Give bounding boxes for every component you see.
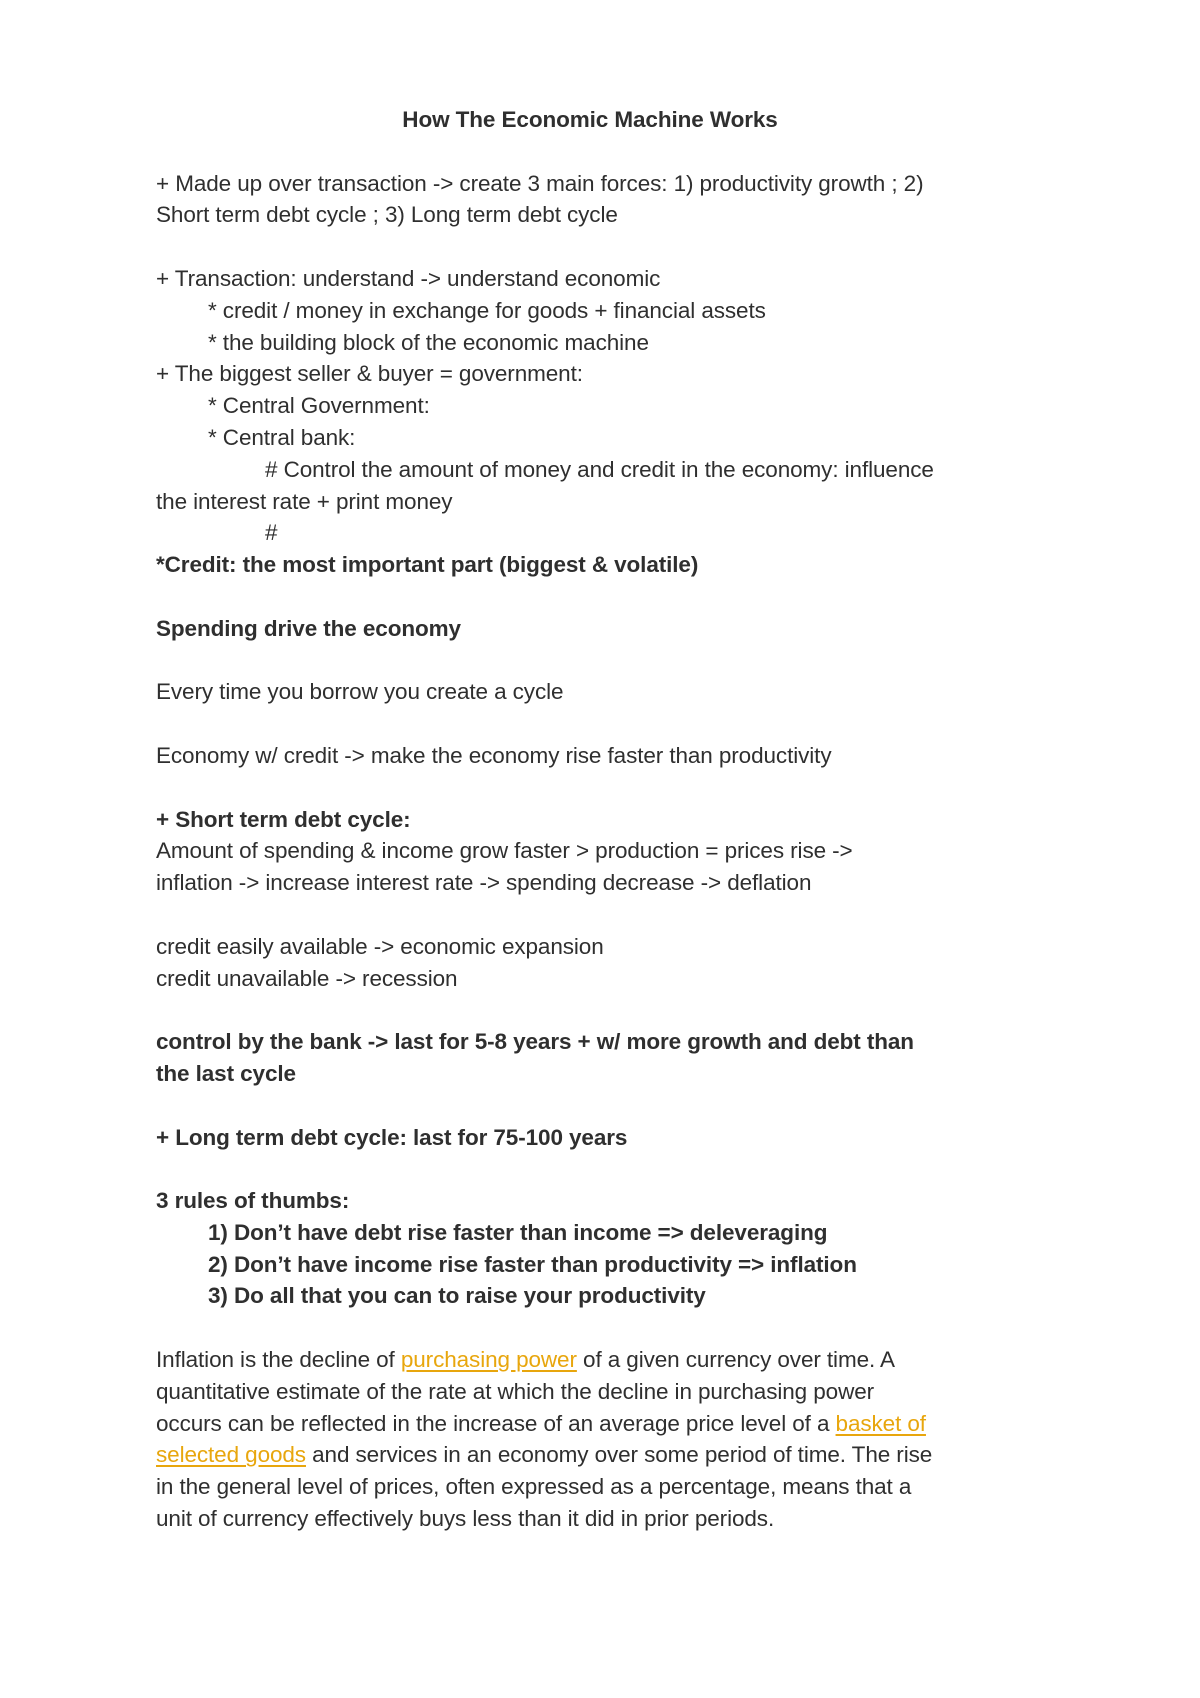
government-heading: + The biggest seller & buyer = government:: [156, 361, 583, 387]
central-government-bullet: * Central Government:: [208, 393, 430, 419]
credit-available-note: credit easily available -> economic expansion: [156, 933, 604, 959]
inflation-text: of a given currency over time. A: [576, 1347, 895, 1373]
inflation-text: occurs can be reflected in the increase of an average price level of a: [156, 1410, 836, 1436]
spacer: [156, 1153, 1056, 1185]
transaction-bullet-1: * credit / money in exchange for goods + financial assets: [208, 297, 766, 323]
inflation-line-1: [156, 1344, 1056, 1376]
short-cycle-heading: + Short term debt cycle:: [156, 806, 411, 832]
credit-note: *Credit: the most important part (biggest & volatile): [156, 552, 699, 578]
spacer: [156, 708, 1056, 740]
rule-2: 2) Don’t have income rise faster than productivity => inflation: [208, 1251, 857, 1277]
central-bank-control-line-1: # Control the amount of money and credit in the economy: influence: [265, 456, 934, 482]
economy-credit-note: Economy w/ credit -> make the economy rise faster than productivity: [156, 742, 832, 768]
central-bank-control-line-2: the interest rate + print money: [156, 488, 453, 514]
rule-1: 1) Don’t have debt rise faster than income => deleveraging: [208, 1219, 828, 1245]
transaction-bullet-2: * the building block of the economic machine: [208, 329, 649, 355]
document-title: How The Economic Machine Works: [402, 107, 778, 132]
spacer: [156, 581, 1056, 613]
transaction-heading: + Transaction: understand -> understand economic: [156, 265, 661, 291]
inflation-line-4: [156, 1439, 1056, 1471]
rules-heading: 3 rules of thumbs:: [156, 1188, 350, 1214]
spacer: [156, 645, 1056, 677]
short-cycle-line-1: Amount of spending & income grow faster > production = prices rise ->: [156, 838, 853, 864]
purchasing-power-link[interactable]: purchasing power: [400, 1347, 577, 1373]
spending-heading: Spending drive the economy: [156, 615, 461, 641]
borrow-note: Every time you borrow you create a cycle: [156, 679, 564, 705]
basket-of-selected-goods-link[interactable]: selected goods: [156, 1442, 306, 1468]
bank-control-line-1: control by the bank -> last for 5-8 years + w/ more growth and debt than: [156, 1029, 914, 1055]
long-cycle-heading: + Long term debt cycle: last for 75-100 years: [156, 1124, 628, 1150]
inflation-line-6: unit of currency effectively buys less than it did in prior periods.: [156, 1506, 775, 1532]
basket-of-selected-goods-link[interactable]: basket of: [835, 1410, 926, 1436]
spacer: [156, 231, 1056, 263]
inflation-text: and services in an economy over some period of time. The rise: [305, 1442, 933, 1468]
credit-unavailable-note: credit unavailable -> recession: [156, 965, 458, 991]
inflation-text: Inflation is the decline of: [156, 1347, 401, 1373]
inflation-line-2: quantitative estimate of the rate at which the decline in purchasing power: [156, 1378, 875, 1404]
rule-3: 3) Do all that you can to raise your productivity: [208, 1283, 706, 1309]
spacer: [156, 136, 1056, 168]
spacer: [156, 1090, 1056, 1122]
empty-hash-bullet: #: [265, 520, 278, 546]
spacer: [156, 1312, 1056, 1344]
spacer: [156, 772, 1056, 804]
inflation-line-3: [156, 1408, 1056, 1440]
intro-line-1: + Made up over transaction -> create 3 main forces: 1) productivity growth ; 2): [156, 170, 924, 196]
bank-control-line-2: the last cycle: [156, 1060, 296, 1086]
document-page: [156, 104, 1056, 1535]
intro-line-2: Short term debt cycle ; 3) Long term debt cycle: [156, 202, 618, 228]
short-cycle-line-2: inflation -> increase interest rate -> spending decrease -> deflation: [156, 870, 812, 896]
central-bank-bullet: * Central bank:: [208, 424, 356, 450]
spacer: [156, 994, 1056, 1026]
inflation-line-5: in the general level of prices, often expressed as a percentage, means that a: [156, 1474, 912, 1500]
spacer: [156, 899, 1056, 931]
